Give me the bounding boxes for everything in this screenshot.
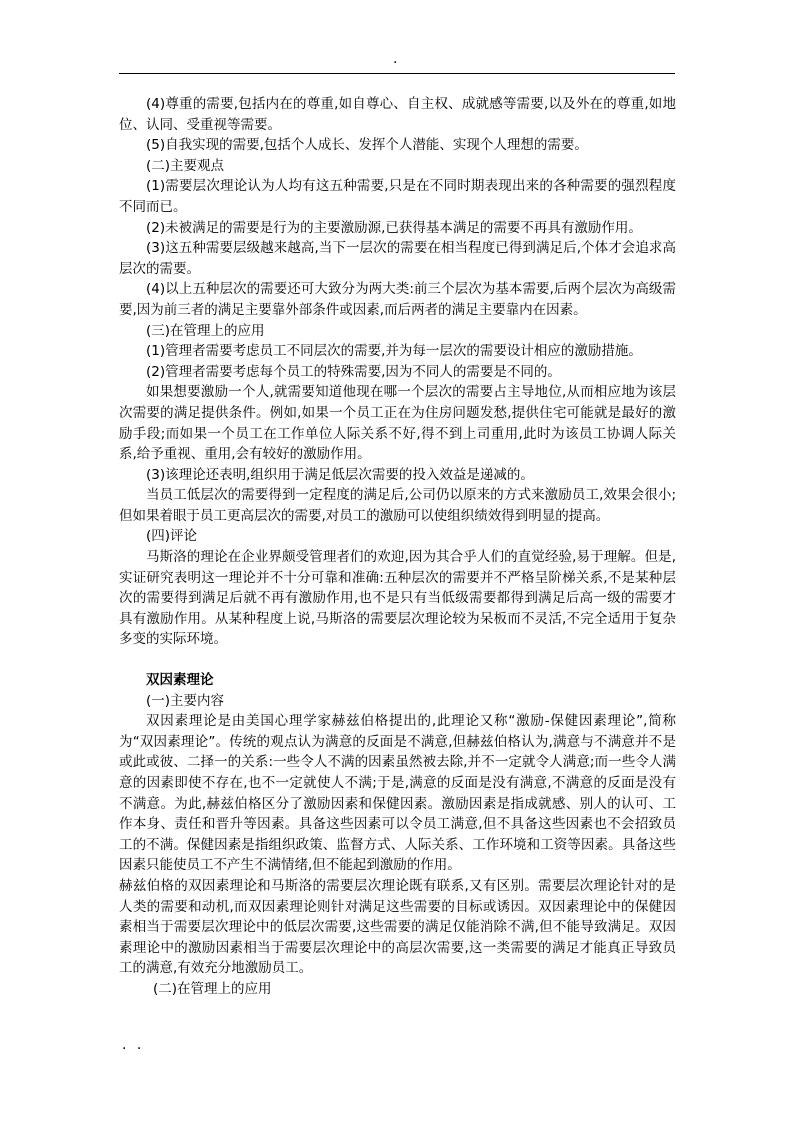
paragraph: (1)需要层次理论认为人均有这五种需要,只是在不同时期表现出来的各种需要的强烈程度不同而已。: [119, 178, 676, 215]
subheading: (二)在管理上的应用: [153, 980, 272, 997]
paragraph: (2)管理者需要考虑每个员工的特殊需要,因为不同人的需要是不同的。: [146, 363, 561, 380]
paragraph: 双因素理论是由美国心理学家赫兹伯格提出的,此理论又称“激励-保健因素理论”,简称为“双因素理论”。传统的观点认为满意的反面是不满意,但赫兹伯格认为,满意与不满意并不是或此或彼、二择一的关系:一些令人不满的因素虽然被去除,并不一定就令人满意;而一些令人满意的因素即使不存在,也不一定就使人不满;于是,满意的反面是没有满意,不满意的反面是没有不满意。为此,赫兹伯格区分了激励因素和保健因素。激励因素是指成就感、别人的认可、工作本身、责任和晋升等因素。具备这些因素可以令员工满意,但不具备这些因素也不会招致员工的不满。保健因素是指组织政策、监督方式、人际关系、工作环境和工资等因素。具备这些因素只能使员工不产生不满情绪,但不能起到激励的作用。: [119, 713, 676, 874]
paragraph: (4)以上五种层次的需要还可大致分为两大类:前三个层次为基本需要,后两个层次为高级需要,因为前三者的满足主要靠外部条件或因素,而后两者的满足主要靠内在因素。: [119, 281, 676, 318]
paragraph: (5)自我实现的需要,包括个人成长、发挥个人潜能、实现个人理想的需要。: [146, 137, 588, 154]
section-title: 双因素理论: [146, 672, 214, 689]
header-mark: .: [393, 51, 398, 67]
subheading: (二)主要观点: [146, 157, 225, 174]
paragraph: (3)这五种需要层级越来越高,当下一层次的需要在相当程度已得到满足后,个体才会追求高层次的需要。: [119, 240, 676, 277]
footer-mark: . .: [122, 1037, 145, 1053]
paragraph: 当员工低层次的需要得到一定程度的满足后,公司仍以原来的方式来激励员工,效果会很小;但如果着眼于员工更高层次的需要,对员工的激励可以使组织绩效得到明显的提高。: [119, 487, 676, 524]
paragraph: (2)未被满足的需要是行为的主要激励源,已获得基本满足的需要不再具有激励作用。: [146, 219, 642, 236]
subheading: (一)主要内容: [146, 692, 225, 709]
document-body: [119, 94, 676, 1000]
section-gap: [119, 650, 676, 670]
paragraph: 如果想要激励一个人,就需要知道他现在哪一个层次的需要占主导地位,从而相应地为该层次需要的满足提供条件。例如,如果一个员工正在为住房问题发愁,提供住宅可能就是最好的激励手段;而如果一个员工在工作单位人际关系不好,得不到上司重用,此时为该员工协调人际关系,给予重视、重用,会有较好的激励作用。: [119, 384, 676, 463]
paragraph: 赫兹伯格的双因素理论和马斯洛的需要层次理论既有联系,又有区别。需要层次理论针对的是人类的需要和动机,而双因素理论则针对满足这些需要的目标或诱因。双因素理论中的保健因素相当于需要层次理论中的低层次需要,这些需要的满足仅能消除不满,但不能导致满足。双因素理论中的激励因素相当于需要层次理论中的高层次需要,这一类需要的满足才能真正导致员工的满意,有效充分地激励员工。: [119, 877, 676, 977]
paragraph: 马斯洛的理论在企业界颇受管理者们的欢迎,因为其合乎人们的直觉经验,易于理解。但是,实证研究表明这一理论并不十分可靠和准确:五种层次的需要并不严格呈阶梯关系,不是某种层次的需要得到满足后就不再有激励作用,也不是只有当低级需要都得到满足后高一级的需要才具有激励作用。从某种程度上说,马斯洛的需要层次理论较为呆板而不灵活,不完全适用于复杂多变的实际环境。: [119, 549, 676, 648]
header-rule: [119, 73, 675, 74]
paragraph: (1)管理者需要考虑员工不同层次的需要,并为每一层次的需要设计相应的激励措施。: [146, 343, 642, 360]
paragraph: (4)尊重的需要,包括内在的尊重,如自尊心、自主权、成就感等需要,以及外在的尊重,如地位、认同、受重视等需要。: [119, 96, 676, 133]
paragraph: (3)该理论还表明,组织用于满足低层次需要的投入效益是递减的。: [146, 466, 534, 483]
subheading: (三)在管理上的应用: [146, 322, 265, 339]
subheading: (四)评论: [146, 528, 198, 545]
